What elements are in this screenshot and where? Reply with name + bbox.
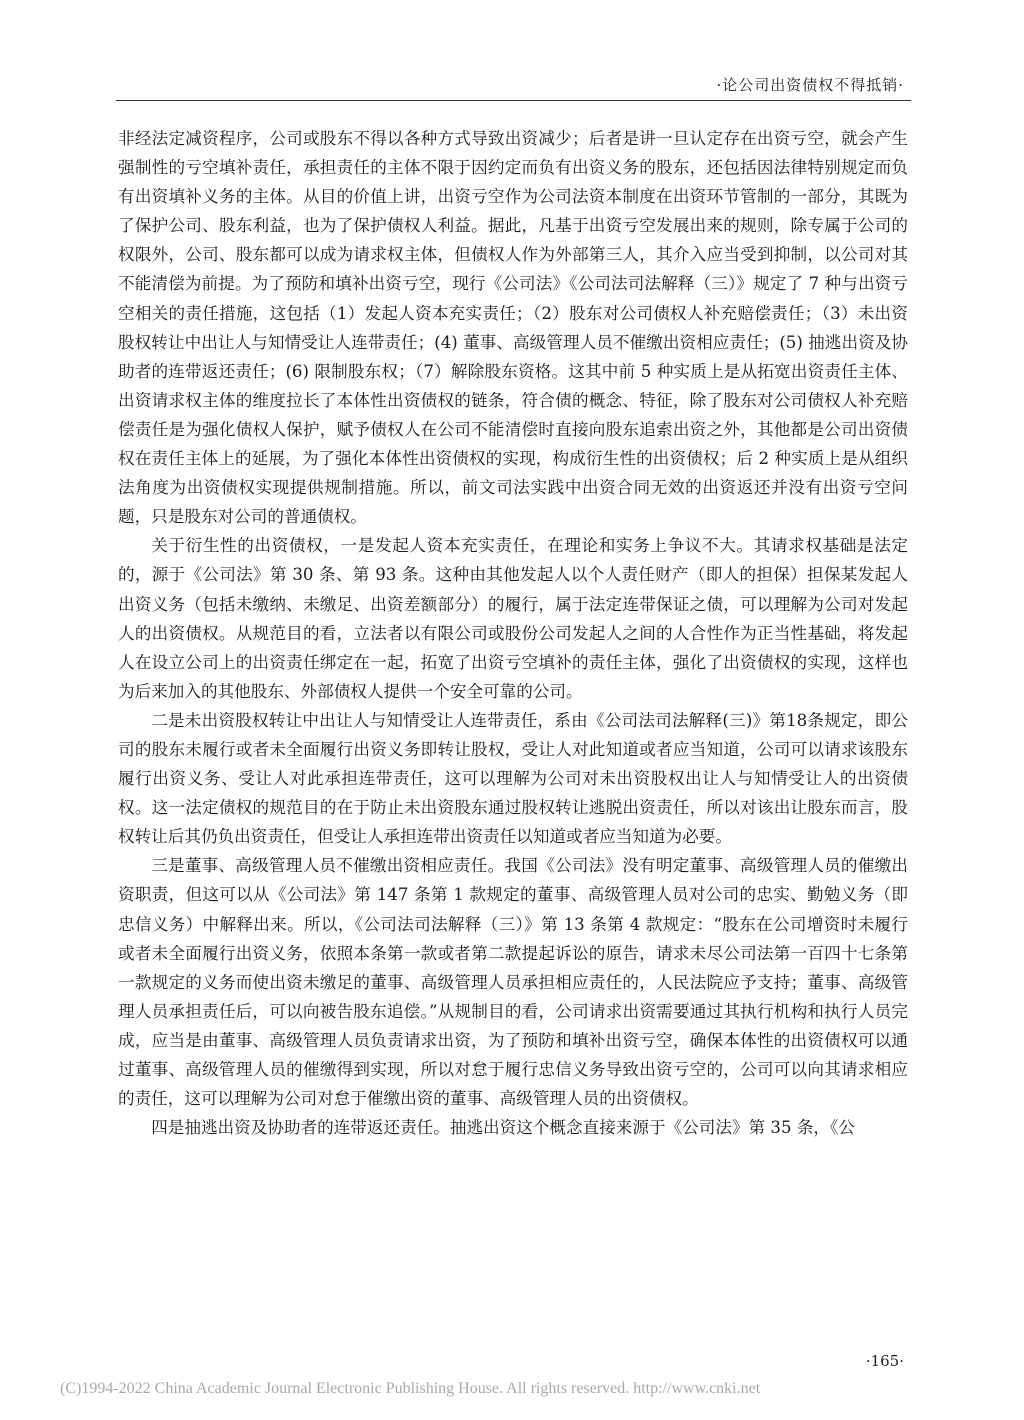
article-body xyxy=(118,124,908,1142)
paragraph-1: 非经法定减资程序，公司或股东不得以各种方式导致出资减少；后者是讲一旦认定存在出资亏空，就会产生强制性的亏空填补责任，承担责任的主体不限于因约定而负有出资义务的股东，还包括因法律特别规定而负有出资填补义务的主体。从目的价值上讲，出资亏空作为公司法资本制度在出资环节管制的一部分，其既为了保护公司、股东利益，也为了保护债权人利益。据此，凡基于出资亏空发展出来的规则，除专属于公司的权限外，公司、股东都可以成为请求权主体，但债权人作为外部第三人，其介入应当受到抑制，以公司对其不能清偿为前提。为了预防和填补出资亏空，现行《公司法》《公司法司法解释（三）》规定了 7 种与出资亏空相关的责任措施，这包括（1）发起人资本充实责任；（2）股东对公司债权人补充赔偿责任；（3）未出资股权转让中出让人与知情受让人连带责任；(4) 董事、高级管理人员不催缴出资相应责任；(5) 抽逃出资及协助者的连带返还责任；(6) 限制股东权；（7）解除股东资格。这其中前 5 种实质上是从拓宽出资责任主体、出资请求权主体的维度拉长了本体性出资债权的链条，符合债的概念、特征，除了股东对公司债权人补充赔偿责任是为强化债权人保护，赋予债权人在公司不能清偿时直接向股东追索出资之外，其他都是公司出资债权在责任主体上的延展，为了强化本体性出资债权的实现，构成衍生性的出资债权；后 2 种实质上是从组织法角度为出资债权实现提供规制措施。所以，前文司法实践中出资合同无效的出资返还并没有出资亏空问题，只是股东对公司的普通债权。 xyxy=(118,129,908,527)
paragraph-2: 关于衍生性的出资债权，一是发起人资本充实责任，在理论和实务上争议不大。其请求权基础是法定的，源于《公司法》第 30 条、第 93 条。这种由其他发起人以个人责任财产（即人的担保）担保某发起人出资义务（包括未缴纳、未缴足、出资差额部分）的履行，属于法定连带保证之债，可以理解为公司对发起人的出资债权。从规范目的看，立法者以有限公司或股份公司发起人之间的人合性作为正当性基础，将发起人在设立公司上的出资责任绑定在一起，拓宽了出资亏空填补的责任主体，强化了出资债权的实现，这样也为后来加入的其他股东、外部债权人提供一个安全可靠的公司。 xyxy=(118,536,908,701)
copyright-notice: (C)1994-2022 China Academic Journal Electronic Publishing House. All rights reserved. http://www.cnki.net xyxy=(60,1380,761,1397)
page-number: ·165· xyxy=(865,1352,904,1370)
paragraph-3: 二是未出资股权转让中出让人与知情受让人连带责任，系由《公司法司法解释(三)》第18条规定，即公司的股东未履行或者未全面履行出资义务即转让股权，受让人对此知道或者应当知道，公司可以请求该股东履行出资义务、受让人对此承担连带责任，这可以理解为公司对未出资股权出让人与知情受让人的出资债权。这一法定债权的规范目的在于防止未出资股东通过股权转让逃脱出资责任，所以对该出让股东而言，股权转让后其仍负出资责任，但受让人承担连带出资责任以知道或者应当知道为必要。 xyxy=(118,710,908,847)
paragraph-5: 四是抽逃出资及协助者的连带返还责任。抽逃出资这个概念直接来源于《公司法》第 35 条，《公 xyxy=(151,1118,855,1138)
running-title: ·论公司出资债权不得抵销· xyxy=(716,76,904,94)
header-rule xyxy=(116,100,911,101)
paragraph-4: 三是董事、高级管理人员不催缴出资相应责任。我国《公司法》没有明定董事、高级管理人员的催缴出资职责，但这可以从《公司法》第 147 条第 1 款规定的董事、高级管理人员对公司的忠实、勤勉义务（即忠信义务）中解释出来。所以，《公司法司法解释（三）》第 13 条第 4 款规定：“股东在公司增资时未履行或者未全面履行出资义务，依照本条第一款或者第二款提起诉讼的原告，请求未尽公司法第一百四十七条第一款规定的义务而使出资未缴足的董事、高级管理人员承担相应责任的，人民法院应予支持；董事、高级管理人员承担责任后，可以向被告股东追偿。”从规制目的看，公司请求出资需要通过其执行机构和执行人员完成，应当是由董事、高级管理人员负责请求出资，为了预防和填补出资亏空，确保本体性的出资债权可以通过董事、高级管理人员的催缴得到实现，所以对怠于履行忠信义务导致出资亏空的，公司可以向其请求相应的责任，这可以理解为公司对怠于催缴出资的董事、高级管理人员的出资债权。 xyxy=(118,856,908,1109)
